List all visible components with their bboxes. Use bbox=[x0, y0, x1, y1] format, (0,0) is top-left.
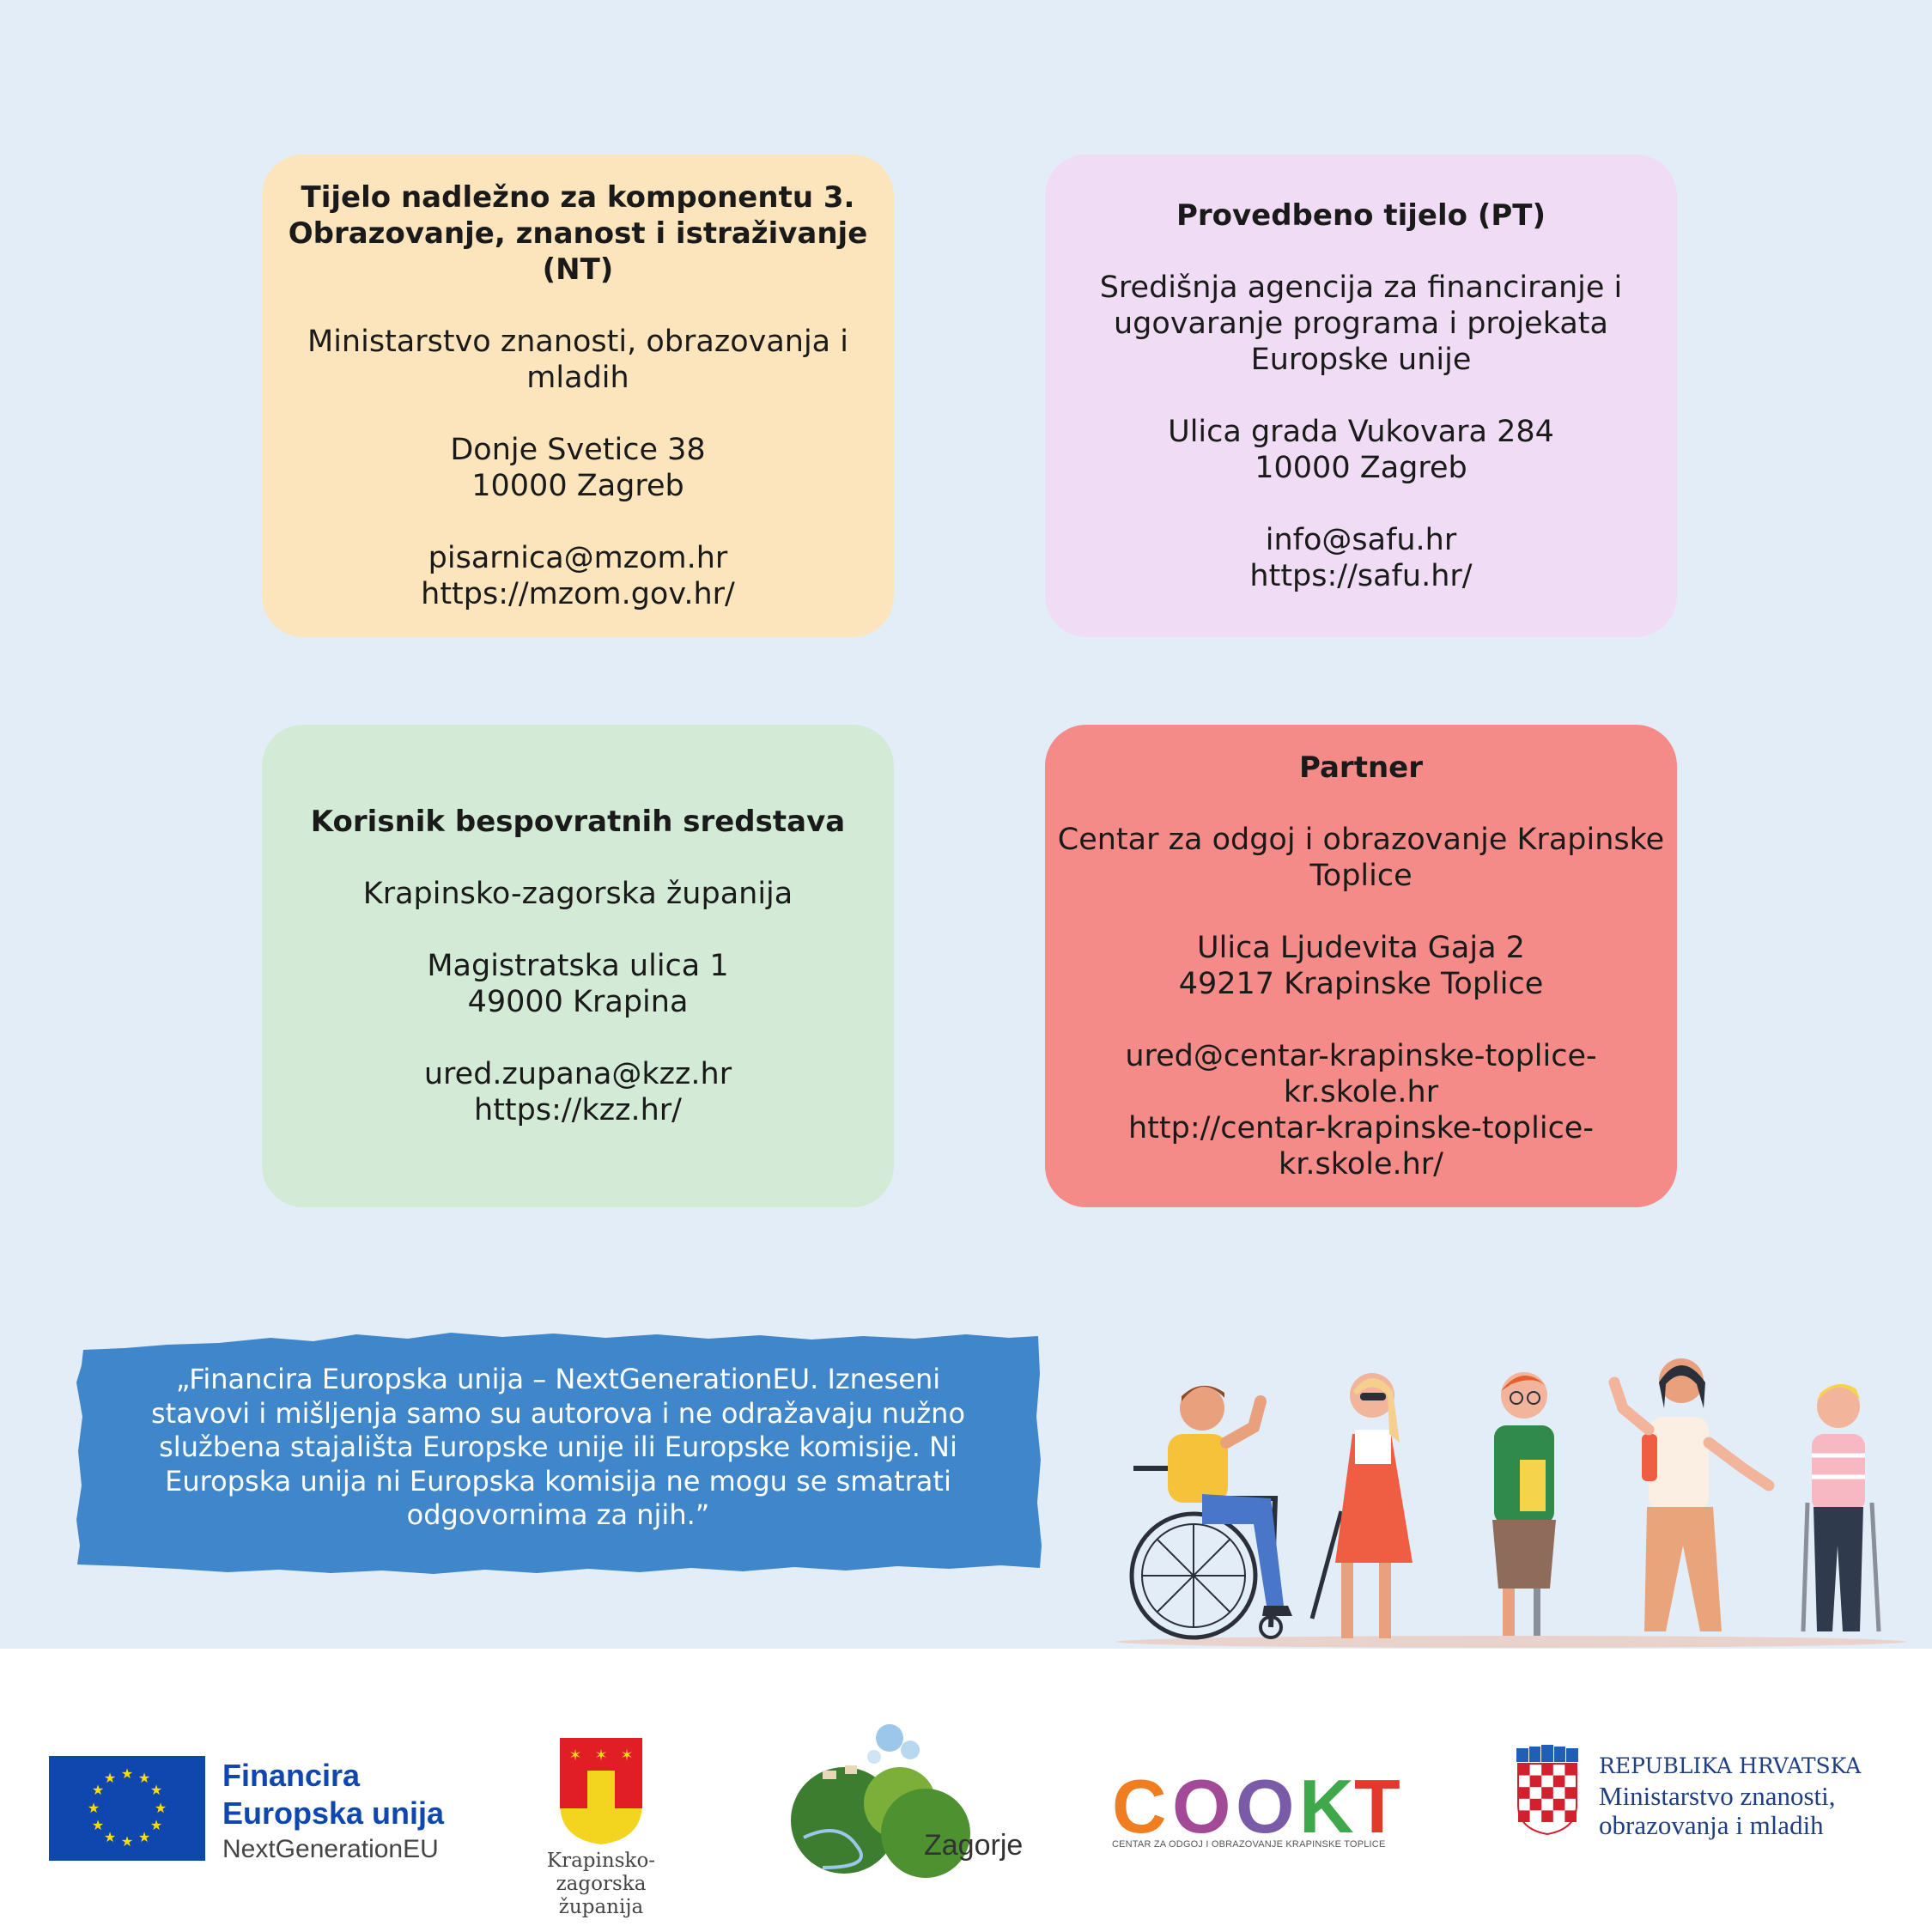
svg-text:★: ★ bbox=[91, 1782, 105, 1798]
card-organization: Centar za odgoj i obrazovanje Krapinske Toplice bbox=[1057, 823, 1665, 893]
card-organization: Krapinsko-zagorska županija bbox=[362, 877, 793, 911]
card-title: Korisnik bespovratnih sredstava bbox=[310, 805, 846, 839]
website-link[interactable]: https://safu.hr/ bbox=[1249, 559, 1473, 593]
cookt-wordmark bbox=[1112, 1771, 1421, 1838]
croatian-coat-of-arms-icon bbox=[1513, 1743, 1582, 1838]
zagorje-logo[interactable]: Zagorje bbox=[762, 1717, 1029, 1889]
ground-shadow bbox=[1116, 1636, 1906, 1648]
kzz-logo[interactable]: ✶ ✶ ✶ Krapinsko-zagorska županija bbox=[507, 1735, 696, 1906]
people-group-illustration bbox=[1116, 1348, 1906, 1649]
zagorje-hills-icon bbox=[762, 1717, 1029, 1889]
svg-text:✶: ✶ bbox=[568, 1747, 582, 1765]
card-contact bbox=[421, 540, 735, 612]
footer-logos: ★ ★ ★ ★ ★ ★ ★ ★ ★ ★ ★ ★ Financira Europska unija NextGenerationEU ✶ ✶ ✶ Krapinsko-zagorska županija Zagorje C O O K T CENTAR ZA ODGOJ I OBRAZOVANJE KRAPINSKE TOPLICE REPUBLIKA HRVATSKA Ministarstvo znanosti, obrazovanja i mladih bbox=[0, 1649, 1932, 1932]
card-provedbeno-tijelo bbox=[1045, 155, 1677, 637]
card-partner bbox=[1045, 725, 1677, 1207]
card-contact bbox=[1125, 1038, 1596, 1182]
svg-text:★: ★ bbox=[120, 1765, 134, 1782]
card-address: Donje Svetice 38 10000 Zagreb bbox=[450, 433, 706, 503]
svg-text:O: O bbox=[1172, 1771, 1231, 1838]
card-title: Partner bbox=[1298, 750, 1423, 785]
svg-text:★: ★ bbox=[91, 1817, 105, 1833]
svg-text:✶: ✶ bbox=[620, 1747, 634, 1765]
website-link-cont[interactable]: kr.skole.hr/ bbox=[1278, 1147, 1443, 1182]
email-link[interactable]: ured@centar-krapinske-toplice- bbox=[1125, 1039, 1597, 1073]
website-link[interactable]: https://mzom.gov.hr/ bbox=[421, 577, 735, 611]
card-organization: Središnja agencija za financiranje i ugovaranje programa i projekata Europske unije bbox=[1099, 270, 1623, 377]
cookt-logo[interactable]: C O O K T CENTAR ZA ODGOJ I OBRAZOVANJE KRAPINSKE TOPLICE bbox=[1112, 1771, 1421, 1848]
svg-text:C: C bbox=[1112, 1771, 1167, 1838]
person-book bbox=[1492, 1372, 1556, 1636]
kzz-coat-of-arms-icon bbox=[507, 1735, 696, 1846]
card-title: Tijelo nadležno za komponentu 3. Obrazovanje, znanost i istraživanje (NT) bbox=[288, 180, 868, 287]
eu-flag-icon bbox=[49, 1756, 205, 1861]
person-wheelchair bbox=[1132, 1386, 1292, 1637]
website-link[interactable]: http://centar-krapinske-toplice- bbox=[1127, 1111, 1594, 1145]
svg-text:K: K bbox=[1299, 1771, 1354, 1838]
republika-hrvatska-logo[interactable]: REPUBLIKA HRVATSKA Ministarstvo znanosti, obrazovanja i mladih bbox=[1513, 1743, 1891, 1846]
card-contact bbox=[424, 1056, 732, 1128]
svg-text:O: O bbox=[1236, 1771, 1295, 1838]
person-backpack bbox=[1614, 1358, 1769, 1631]
disclaimer-text: „Financira Europska unija – NextGenerationEU. Izneseni stavovi i mišljenja samo su autorova i ne odražavaju nužno službena stajališta Europske unije ili Europske komisije. Ni Europska unija ni Europska komisija ne mogu se smatrati odgovornima za njih.” bbox=[150, 1363, 966, 1531]
website-link[interactable]: https://kzz.hr/ bbox=[474, 1093, 682, 1127]
card-organization: Ministarstvo znanosti, obrazovanja i mladih bbox=[307, 325, 848, 395]
disclaimer-banner bbox=[73, 1322, 1048, 1576]
card-address: Ulica grada Vukovara 284 10000 Zagreb bbox=[1168, 415, 1554, 485]
card-address: Ulica Ljudevita Gaja 2 49217 Krapinske Toplice bbox=[1178, 931, 1544, 1001]
card-contact bbox=[1249, 522, 1472, 594]
email-link[interactable]: info@safu.hr bbox=[1265, 523, 1457, 557]
email-link[interactable]: pisarnica@mzom.hr bbox=[428, 541, 728, 575]
card-title: Provedbeno tijelo (PT) bbox=[1176, 198, 1546, 233]
email-link[interactable]: ured.zupana@kzz.hr bbox=[423, 1057, 732, 1091]
svg-text:★: ★ bbox=[137, 1770, 151, 1786]
svg-text:★: ★ bbox=[149, 1782, 163, 1798]
svg-text:★: ★ bbox=[103, 1770, 117, 1786]
svg-text:T: T bbox=[1354, 1771, 1400, 1838]
card-korisnik bbox=[262, 725, 894, 1207]
svg-text:★: ★ bbox=[103, 1829, 117, 1845]
svg-text:★: ★ bbox=[87, 1800, 100, 1816]
card-address: Magistratska ulica 1 49000 Krapina bbox=[427, 949, 729, 1019]
svg-text:★: ★ bbox=[137, 1829, 151, 1845]
person-crutches bbox=[1803, 1384, 1879, 1631]
email-link-cont[interactable]: kr.skole.hr bbox=[1283, 1075, 1439, 1109]
svg-text:★: ★ bbox=[120, 1833, 134, 1850]
svg-text:✶: ✶ bbox=[594, 1747, 608, 1765]
svg-text:★: ★ bbox=[154, 1800, 167, 1816]
card-nadlezno-tijelo bbox=[262, 155, 894, 637]
svg-text:★: ★ bbox=[149, 1817, 163, 1833]
person-cane bbox=[1312, 1373, 1413, 1638]
